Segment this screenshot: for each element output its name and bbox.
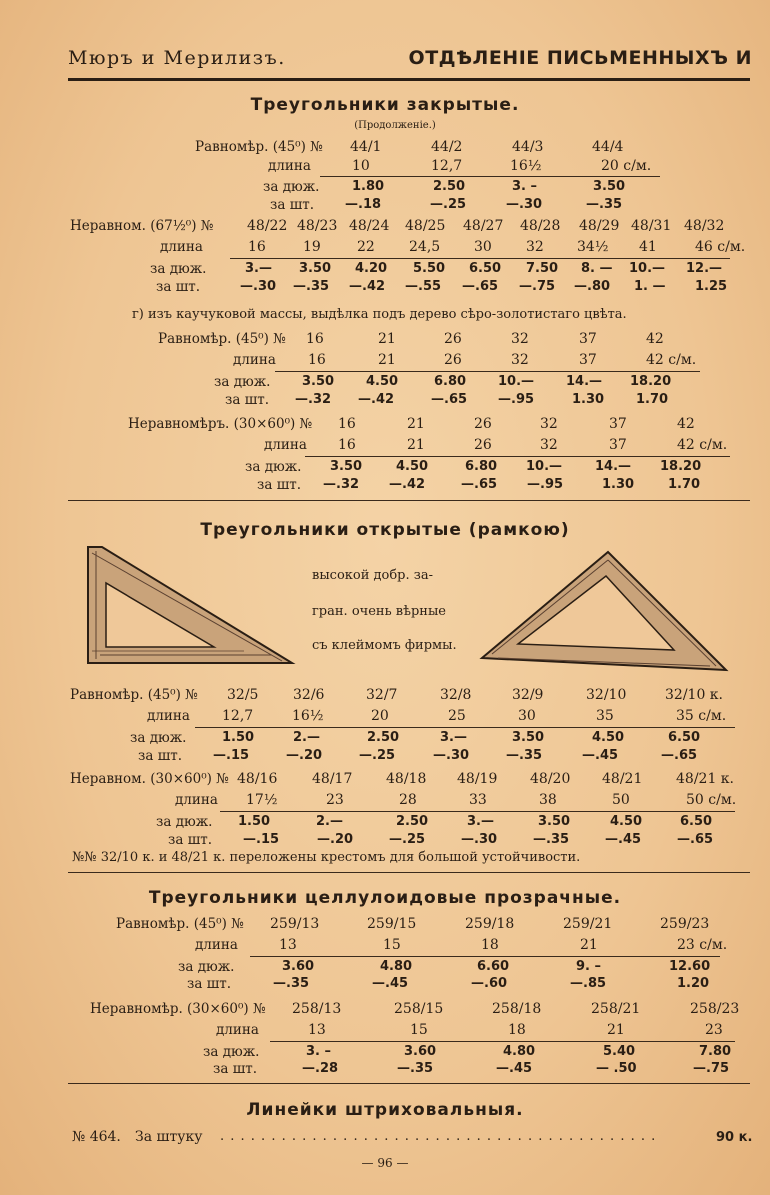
model-number: 48/27 bbox=[463, 218, 504, 234]
piece-label: за шт. bbox=[168, 832, 213, 848]
piece-price: —.30 bbox=[433, 748, 470, 763]
model-number: 259/13 bbox=[270, 916, 320, 932]
dozen-price: 3.50 bbox=[538, 814, 571, 829]
rubber-material-note: г) изъ каучуковой массы, выдѣлка подъ дерево сѣро-золотистаго цвѣта. bbox=[132, 307, 627, 322]
dozen-price: 2.50 bbox=[367, 730, 400, 745]
model-number: 32 bbox=[511, 331, 529, 347]
length-value: 23 с/м. bbox=[677, 937, 728, 953]
model-number: 48/28 bbox=[520, 218, 561, 234]
model-number: 48/23 bbox=[297, 218, 338, 234]
dozen-price: 3.60 bbox=[404, 1044, 437, 1059]
section-divider bbox=[68, 500, 750, 501]
dozen-price: 7.80 bbox=[699, 1044, 732, 1059]
length-value: 30 bbox=[518, 708, 536, 724]
dozen-price: 3. – bbox=[306, 1044, 332, 1059]
length-value: 10 bbox=[352, 158, 370, 174]
row-label: Равномѣр. (45⁰) № bbox=[70, 687, 198, 703]
continued-note: (Продолженіе.) bbox=[354, 120, 436, 131]
length-value: 21 bbox=[378, 352, 396, 368]
model-number: 48/24 bbox=[349, 218, 390, 234]
dozen-price: 9. – bbox=[576, 959, 602, 974]
length-value: 23 bbox=[326, 792, 344, 808]
length-value: 50 bbox=[612, 792, 630, 808]
description-line: гран. очень вѣрные bbox=[312, 604, 446, 619]
dozen-price: 2.— bbox=[316, 814, 343, 829]
piece-price: —.30 bbox=[461, 832, 498, 847]
model-number: 48/32 bbox=[684, 218, 725, 234]
dozen-price: 2.— bbox=[293, 730, 320, 745]
piece-price: —.42 bbox=[358, 392, 395, 407]
piece-price: —.15 bbox=[243, 832, 280, 847]
piece-label: за шт. bbox=[270, 197, 315, 213]
section-divider bbox=[68, 872, 750, 873]
length-value: 50 с/м. bbox=[686, 792, 737, 808]
piece-price: —.45 bbox=[605, 832, 642, 847]
model-number: 21 bbox=[407, 416, 425, 432]
piece-price: 1.30 bbox=[602, 477, 635, 492]
dozen-label: за дюж. bbox=[263, 179, 320, 195]
dozen-price: 6.50 bbox=[680, 814, 713, 829]
length-value: 20 с/м. bbox=[601, 158, 652, 174]
dozen-price: 6.50 bbox=[469, 261, 502, 276]
hatching-rulers-title: Линейки штриховальныя. bbox=[246, 1100, 524, 1120]
length-value: 18 bbox=[508, 1022, 526, 1038]
model-number: 258/21 bbox=[591, 1001, 641, 1017]
dozen-price: 14.— bbox=[566, 374, 603, 389]
piece-price: —.20 bbox=[286, 748, 323, 763]
dozen-price: 2.50 bbox=[396, 814, 429, 829]
cross-brace-note: №№ 32/10 к. и 48/21 к. переложены крестомъ для большой устойчивости. bbox=[72, 850, 581, 865]
piece-price: —.35 bbox=[273, 976, 310, 991]
dozen-price: 6.50 bbox=[668, 730, 701, 745]
row-label: Неравном. (67½⁰) № bbox=[70, 218, 214, 234]
row-label: Равномѣр. (45⁰) № bbox=[195, 139, 323, 155]
dozen-label: за дюж. bbox=[214, 374, 271, 390]
model-number: 32/5 bbox=[227, 687, 259, 703]
length-label: длина bbox=[175, 792, 218, 808]
dozen-price: 5.50 bbox=[413, 261, 446, 276]
length-value: 37 bbox=[609, 437, 627, 453]
length-label: длина bbox=[160, 239, 203, 255]
length-value: 15 bbox=[410, 1022, 428, 1038]
length-value: 17½ bbox=[246, 792, 278, 808]
length-value: 16½ bbox=[510, 158, 542, 174]
dozen-price: 4.50 bbox=[366, 374, 399, 389]
piece-price: —.28 bbox=[302, 1061, 339, 1076]
row-label: Неравномѣръ. (30×60⁰) № bbox=[128, 416, 313, 432]
divider bbox=[195, 727, 735, 728]
divider bbox=[220, 811, 735, 812]
length-value: 16 bbox=[248, 239, 266, 255]
length-value: 22 bbox=[357, 239, 375, 255]
piece-price: —.25 bbox=[389, 832, 426, 847]
piece-price: —.65 bbox=[661, 748, 698, 763]
piece-price: —.35 bbox=[397, 1061, 434, 1076]
model-number: 44/1 bbox=[350, 139, 382, 155]
model-number: 32/10 bbox=[586, 687, 627, 703]
piece-price: —.65 bbox=[431, 392, 468, 407]
length-value: 42 с/м. bbox=[677, 437, 728, 453]
model-number: 26 bbox=[444, 331, 462, 347]
dozen-price: 1.50 bbox=[238, 814, 271, 829]
model-number: 16 bbox=[306, 331, 324, 347]
piece-price: —.25 bbox=[359, 748, 396, 763]
piece-price: —.25 bbox=[430, 197, 467, 212]
dozen-price: 3. – bbox=[512, 179, 538, 194]
divider bbox=[250, 956, 720, 957]
dozen-price: 2.50 bbox=[433, 179, 466, 194]
length-value: 26 bbox=[444, 352, 462, 368]
piece-price: —.42 bbox=[389, 477, 426, 492]
piece-price: —.32 bbox=[295, 392, 332, 407]
length-value: 26 bbox=[474, 437, 492, 453]
piece-price: —.30 bbox=[240, 279, 277, 294]
closed-triangles-title: Треугольники закрытые. bbox=[250, 95, 520, 115]
length-value: 37 bbox=[579, 352, 597, 368]
model-number: 32/8 bbox=[440, 687, 472, 703]
right-triangle-illustration bbox=[84, 543, 296, 668]
piece-price: 1.70 bbox=[668, 477, 701, 492]
dozen-price: 10.— bbox=[526, 459, 563, 474]
model-number: 48/16 bbox=[237, 771, 278, 787]
section-divider bbox=[68, 1083, 750, 1084]
piece-price: —.65 bbox=[461, 477, 498, 492]
length-value: 33 bbox=[469, 792, 487, 808]
model-number: 48/19 bbox=[457, 771, 498, 787]
length-value: 13 bbox=[279, 937, 297, 953]
piece-price: —.45 bbox=[582, 748, 619, 763]
piece-price: —.65 bbox=[677, 832, 714, 847]
dozen-price: 10.— bbox=[629, 261, 666, 276]
model-number: 26 bbox=[474, 416, 492, 432]
dot-leader: . . . . . . . . . . . . . . . . . . . . . . . . . . . . . . . . . . . . . . . . . . . bbox=[220, 1129, 657, 1144]
department-title: ОТДѢЛЕНІЕ ПИСЬМЕННЫХЪ И bbox=[408, 47, 752, 69]
dozen-price: 4.80 bbox=[503, 1044, 536, 1059]
length-value: 16 bbox=[338, 437, 356, 453]
length-value: 38 bbox=[539, 792, 557, 808]
model-number: 48/29 bbox=[579, 218, 620, 234]
length-label: длина bbox=[147, 708, 190, 724]
piece-price: —.60 bbox=[471, 976, 508, 991]
model-number: 48/21 к. bbox=[676, 771, 734, 787]
dozen-label: за дюж. bbox=[150, 261, 207, 277]
model-number: 259/15 bbox=[367, 916, 417, 932]
row-label: Неравномѣр. (30×60⁰) № bbox=[90, 1001, 266, 1017]
piece-price: —.95 bbox=[498, 392, 535, 407]
piece-price: —.80 bbox=[574, 279, 611, 294]
piece-price: —.35 bbox=[533, 832, 570, 847]
dozen-price: 3.50 bbox=[302, 374, 335, 389]
dozen-price: 6.80 bbox=[434, 374, 467, 389]
model-number: 48/17 bbox=[312, 771, 353, 787]
model-number: 21 bbox=[378, 331, 396, 347]
piece-price: —.42 bbox=[349, 279, 386, 294]
dozen-price: 4.20 bbox=[355, 261, 388, 276]
piece-price: —.35 bbox=[586, 197, 623, 212]
piece-price: —.20 bbox=[317, 832, 354, 847]
piece-price: 1.30 bbox=[572, 392, 605, 407]
model-number: 258/13 bbox=[292, 1001, 342, 1017]
length-value: 15 bbox=[383, 937, 401, 953]
divider bbox=[270, 1041, 735, 1042]
length-value: 35 с/м. bbox=[676, 708, 727, 724]
piece-price: — .50 bbox=[596, 1061, 637, 1076]
model-number: 259/18 bbox=[465, 916, 515, 932]
dozen-price: 6.80 bbox=[465, 459, 498, 474]
dozen-price: 10.— bbox=[498, 374, 535, 389]
model-number: 258/23 bbox=[690, 1001, 740, 1017]
dozen-price: 3.50 bbox=[299, 261, 332, 276]
page-number: — 96 — bbox=[361, 1156, 409, 1170]
length-value: 32 bbox=[511, 352, 529, 368]
model-number: 44/4 bbox=[592, 139, 624, 155]
dozen-price: 12.— bbox=[686, 261, 723, 276]
dozen-price: 3.60 bbox=[282, 959, 315, 974]
length-label: длина bbox=[233, 352, 276, 368]
piece-label: за шт. bbox=[225, 392, 270, 408]
piece-price: 1.70 bbox=[636, 392, 669, 407]
divider bbox=[320, 176, 660, 177]
length-value: 41 bbox=[639, 239, 657, 255]
length-value: 42 с/м. bbox=[646, 352, 697, 368]
dozen-price: 3.50 bbox=[593, 179, 626, 194]
model-number: 48/25 bbox=[405, 218, 446, 234]
dozen-price: 4.50 bbox=[592, 730, 625, 745]
model-number: 37 bbox=[609, 416, 627, 432]
piece-price: —.75 bbox=[693, 1061, 730, 1076]
length-value: 46 с/м. bbox=[695, 239, 746, 255]
length-label: длина bbox=[216, 1022, 259, 1038]
piece-label: за шт. bbox=[187, 976, 232, 992]
piece-label: за шт. bbox=[213, 1061, 258, 1077]
piece-price: —.18 bbox=[345, 197, 382, 212]
dozen-price: 4.50 bbox=[610, 814, 643, 829]
model-number: 258/15 bbox=[394, 1001, 444, 1017]
model-number: 48/20 bbox=[530, 771, 571, 787]
dozen-label: за дюж. bbox=[245, 459, 302, 475]
description-line: высокой добр. за- bbox=[312, 568, 433, 583]
length-value: 32 bbox=[526, 239, 544, 255]
item-number: № 464. bbox=[72, 1129, 121, 1145]
dozen-price: 5.40 bbox=[603, 1044, 636, 1059]
item-label: За штуку bbox=[135, 1129, 203, 1145]
length-value: 16½ bbox=[292, 708, 324, 724]
piece-price: —.55 bbox=[405, 279, 442, 294]
dozen-price: 18.20 bbox=[630, 374, 672, 389]
piece-price: —.30 bbox=[506, 197, 543, 212]
dozen-price: 1.80 bbox=[352, 179, 385, 194]
model-number: 37 bbox=[579, 331, 597, 347]
dozen-price: 8. — bbox=[581, 261, 613, 276]
description-line: съ клеймомъ фирмы. bbox=[312, 638, 457, 653]
model-number: 16 bbox=[338, 416, 356, 432]
isosceles-triangle-illustration bbox=[478, 546, 730, 672]
model-number: 32/6 bbox=[293, 687, 325, 703]
length-value: 13 bbox=[308, 1022, 326, 1038]
length-label: длина bbox=[264, 437, 307, 453]
piece-price: 1.20 bbox=[677, 976, 710, 991]
length-value: 21 bbox=[407, 437, 425, 453]
model-number: 42 bbox=[677, 416, 695, 432]
piece-price: —.35 bbox=[506, 748, 543, 763]
length-value: 12,7 bbox=[431, 158, 463, 174]
length-value: 21 bbox=[607, 1022, 625, 1038]
length-label: длина bbox=[195, 937, 238, 953]
row-label: Равномѣр. (45⁰) № bbox=[116, 916, 244, 932]
header-rule bbox=[68, 78, 750, 81]
piece-label: за шт. bbox=[257, 477, 302, 493]
piece-price: —.65 bbox=[462, 279, 499, 294]
dozen-label: за дюж. bbox=[178, 959, 235, 975]
length-value: 30 bbox=[474, 239, 492, 255]
model-number: 42 bbox=[646, 331, 664, 347]
length-value: 23 bbox=[705, 1022, 723, 1038]
piece-price: —.45 bbox=[496, 1061, 533, 1076]
dozen-price: 3.50 bbox=[512, 730, 545, 745]
divider bbox=[305, 456, 730, 457]
model-number: 259/21 bbox=[563, 916, 613, 932]
dozen-price: 6.60 bbox=[477, 959, 510, 974]
dozen-price: 3.— bbox=[245, 261, 272, 276]
dozen-price: 3.— bbox=[440, 730, 467, 745]
dozen-price: 3.50 bbox=[330, 459, 363, 474]
page-header bbox=[68, 47, 752, 77]
celluloid-triangles-title: Треугольники целлулоидовые прозрачные. bbox=[148, 888, 622, 908]
piece-price: 1.25 bbox=[695, 279, 728, 294]
model-number: 48/18 bbox=[386, 771, 427, 787]
model-number: 259/23 bbox=[660, 916, 710, 932]
length-value: 32 bbox=[540, 437, 558, 453]
piece-label: за шт. bbox=[156, 279, 201, 295]
piece-price: 1. — bbox=[634, 279, 666, 294]
model-number: 32 bbox=[540, 416, 558, 432]
dozen-price: 7.50 bbox=[526, 261, 559, 276]
model-number: 32/7 bbox=[366, 687, 398, 703]
dozen-price: 12.60 bbox=[669, 959, 711, 974]
model-number: 48/31 bbox=[631, 218, 672, 234]
model-number: 32/9 bbox=[512, 687, 544, 703]
model-number: 258/18 bbox=[492, 1001, 542, 1017]
piece-price: —.32 bbox=[323, 477, 360, 492]
length-value: 21 bbox=[580, 937, 598, 953]
row-label: Неравном. (30×60⁰) № bbox=[70, 771, 229, 787]
length-value: 24,5 bbox=[409, 239, 441, 255]
open-triangles-title: Треугольники открытые (рамкою) bbox=[200, 520, 570, 540]
dozen-label: за дюж. bbox=[130, 730, 187, 746]
model-number: 48/21 bbox=[602, 771, 643, 787]
piece-price: —.15 bbox=[213, 748, 250, 763]
store-name: Мюръ и Мерилизъ. bbox=[68, 47, 286, 69]
piece-price: —.35 bbox=[293, 279, 330, 294]
length-value: 25 bbox=[448, 708, 466, 724]
length-label: длина bbox=[268, 158, 311, 174]
length-value: 19 bbox=[303, 239, 321, 255]
dozen-price: 3.— bbox=[467, 814, 494, 829]
length-value: 12,7 bbox=[222, 708, 254, 724]
piece-price: —.85 bbox=[570, 976, 607, 991]
piece-label: за шт. bbox=[138, 748, 183, 764]
length-value: 35 bbox=[596, 708, 614, 724]
length-value: 18 bbox=[481, 937, 499, 953]
divider bbox=[275, 371, 700, 372]
piece-price: —.45 bbox=[372, 976, 409, 991]
divider bbox=[230, 258, 730, 259]
model-number: 48/22 bbox=[247, 218, 288, 234]
dozen-label: за дюж. bbox=[156, 814, 213, 830]
dozen-price: 4.50 bbox=[396, 459, 429, 474]
model-number: 32/10 к. bbox=[665, 687, 723, 703]
dozen-price: 1.50 bbox=[222, 730, 255, 745]
piece-price: —.75 bbox=[519, 279, 556, 294]
dozen-price: 4.80 bbox=[380, 959, 413, 974]
model-number: 44/2 bbox=[431, 139, 463, 155]
length-value: 28 bbox=[399, 792, 417, 808]
dozen-price: 18.20 bbox=[660, 459, 702, 474]
dozen-label: за дюж. bbox=[203, 1044, 260, 1060]
piece-price: —.95 bbox=[527, 477, 564, 492]
length-value: 20 bbox=[371, 708, 389, 724]
item-price: 90 к. bbox=[716, 1130, 753, 1145]
model-number: 44/3 bbox=[512, 139, 544, 155]
length-value: 34½ bbox=[577, 239, 609, 255]
row-label: Равномѣр. (45⁰) № bbox=[158, 331, 286, 347]
dozen-price: 14.— bbox=[595, 459, 632, 474]
length-value: 16 bbox=[308, 352, 326, 368]
